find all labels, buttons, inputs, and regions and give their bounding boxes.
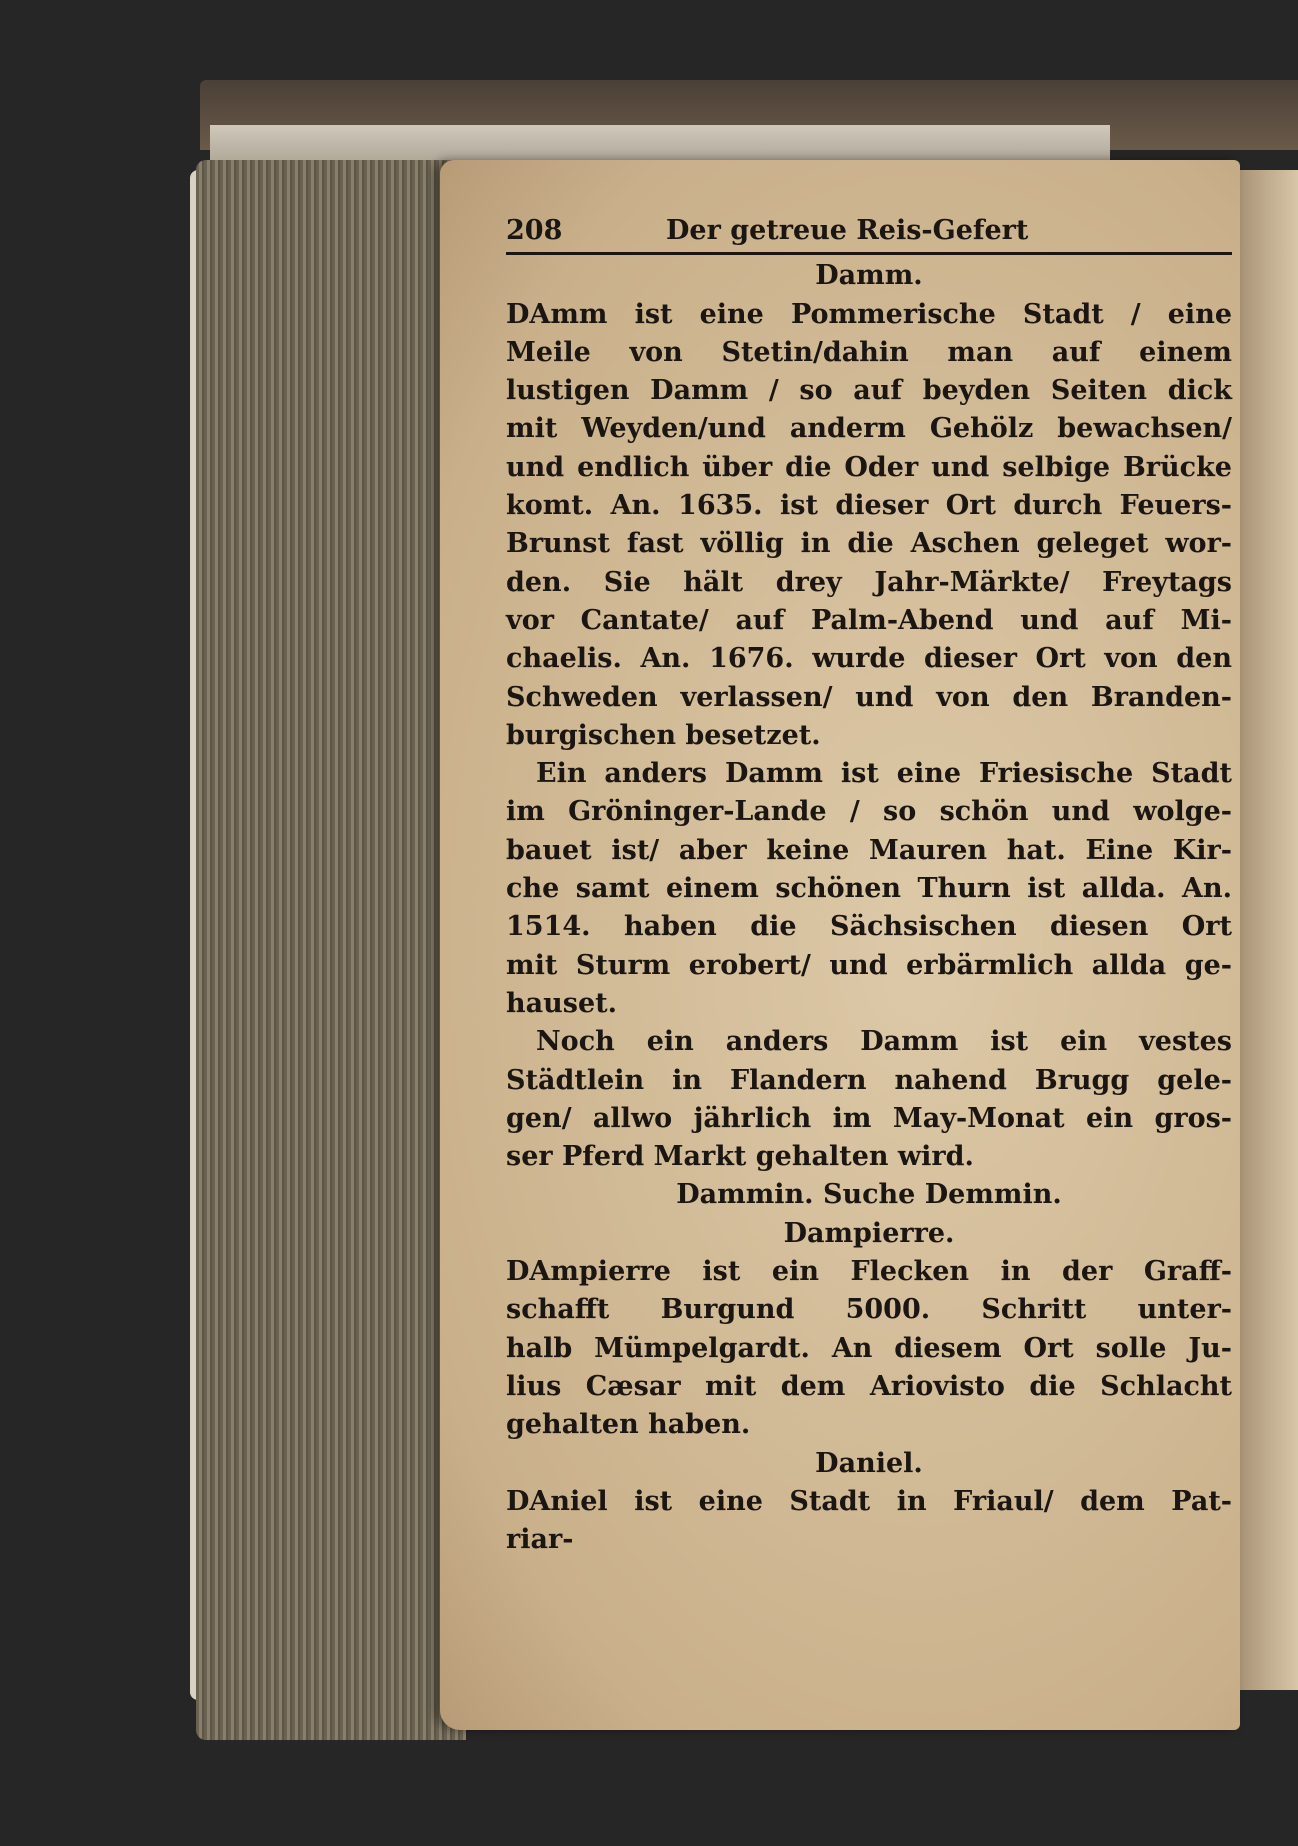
- facing-page: [1238, 170, 1298, 1690]
- text-line: chaelis. An. 1676. wurde dieser Ort von den: [506, 643, 1232, 675]
- text-line: 1514. haben die Sächsischen diesen Ort: [506, 911, 1232, 943]
- text-line: und endlich über die Oder und selbige Brücke: [506, 451, 1232, 483]
- text-line: gen/ allwo jährlich im May-Monat ein gros-: [506, 1102, 1232, 1134]
- text-line: lius Cæsar mit dem Ariovisto die Schlacht: [506, 1370, 1232, 1402]
- text-line: Schweden verlassen/ und von den Branden-: [506, 681, 1232, 713]
- running-title: Der getreue Reis-Gefert: [666, 215, 1029, 246]
- text-line: Brunst fast völlig in die Aschen geleget wor-: [506, 528, 1232, 560]
- text-line: hauset.: [506, 987, 618, 1019]
- text-line: lustigen Damm / so auf beyden Seiten dick: [506, 375, 1232, 407]
- text-line: che samt einem schönen Thurn ist allda. An.: [506, 873, 1232, 905]
- text-line: halb Mümpelgardt. An diesem Ort solle Ju-: [506, 1332, 1232, 1364]
- entry-heading: Dampierre.: [783, 1217, 955, 1249]
- running-header: [506, 212, 1232, 255]
- page-block: [196, 160, 466, 1740]
- text-line: Städtlein in Flandern nahend Brugg gele-: [506, 1064, 1232, 1096]
- text-line: DAmpierre ist ein Flecken in der Graff-: [506, 1256, 1232, 1288]
- page-text: [506, 212, 1232, 1559]
- entry-heading: Dammin. Suche Demmin.: [676, 1179, 1062, 1211]
- page-number: 208: [506, 215, 563, 246]
- text-line: im Gröninger-Lande / so schön und wolge-: [506, 796, 1232, 828]
- entry-heading: Damm.: [815, 260, 923, 292]
- text-line: DAniel ist eine Stadt in Friaul/ dem Pat-: [506, 1485, 1232, 1517]
- text-line: vor Cantate/ auf Palm-Abend und auf Mi-: [506, 604, 1232, 636]
- text-line: Ein anders Damm ist eine Friesische Stadt: [536, 758, 1232, 790]
- page-body: [506, 257, 1232, 1559]
- text-line: mit Sturm erobert/ und erbärmlich allda ge-: [506, 949, 1232, 981]
- text-line: bauet ist/ aber keine Mauren hat. Eine Kir-: [506, 834, 1232, 866]
- text-line: mit Weyden/und anderm Gehölz bewachsen/: [506, 413, 1232, 445]
- text-line: burgischen besetzet.: [506, 719, 821, 751]
- text-line: gehalten haben.: [506, 1409, 751, 1441]
- entry-heading: Daniel.: [815, 1447, 923, 1479]
- text-line: komt. An. 1635. ist dieser Ort durch Feuers-: [506, 490, 1232, 522]
- text-line: Noch ein anders Damm ist ein vestes: [536, 1026, 1232, 1058]
- text-line: den. Sie hält drey Jahr-Märkte/ Freytags: [506, 566, 1232, 598]
- text-line: schafft Burgund 5000. Schritt unter-: [506, 1294, 1232, 1326]
- text-line: ser Pferd Markt gehalten wird.: [506, 1141, 974, 1173]
- text-line: riar-: [506, 1524, 574, 1556]
- text-line: DAmm ist eine Pommerische Stadt / eine: [506, 298, 1232, 330]
- text-line: Meile von Stetin/dahin man auf einem: [506, 336, 1232, 368]
